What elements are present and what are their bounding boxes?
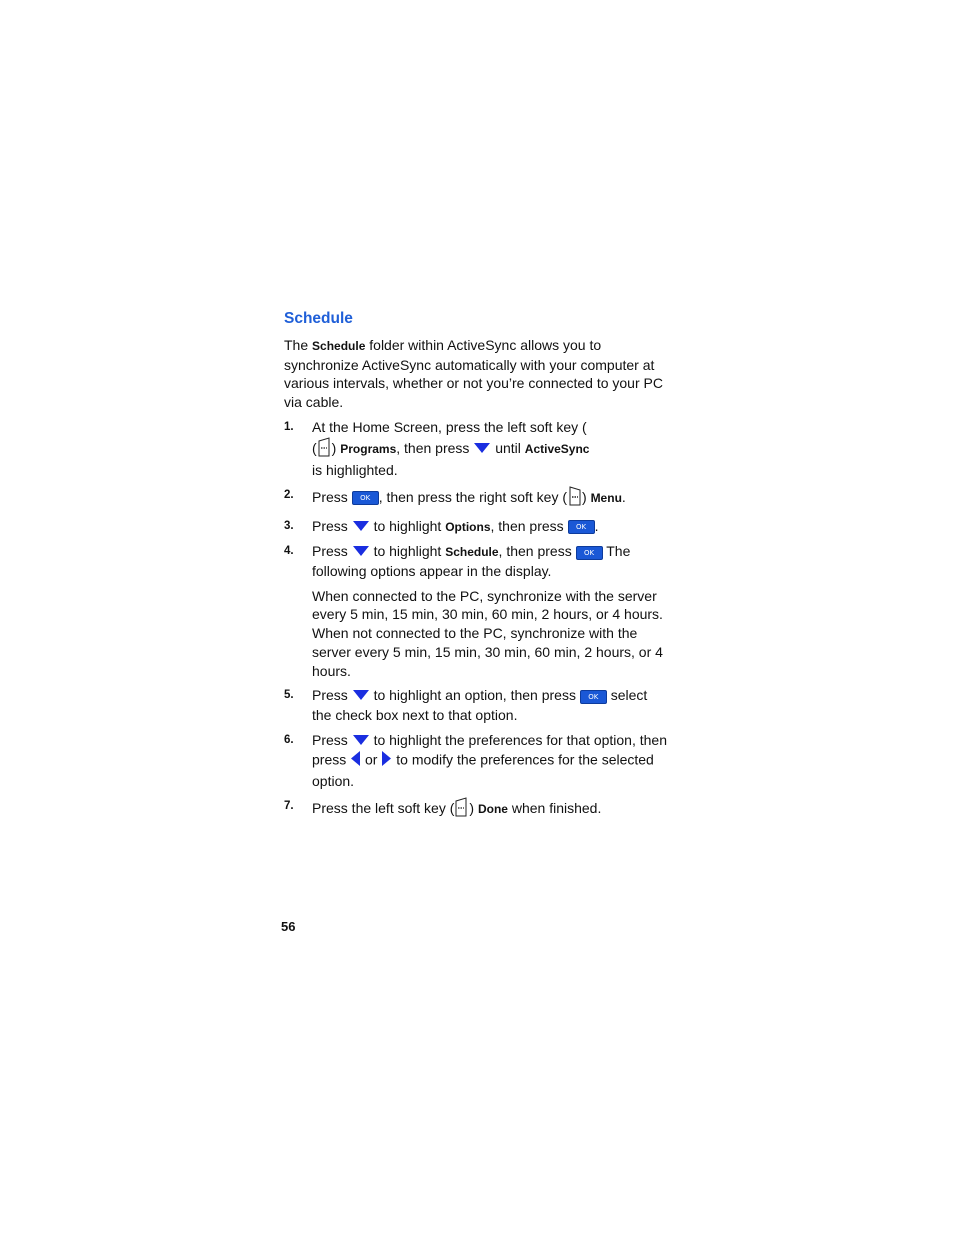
step-text: until — [491, 439, 525, 456]
step-text: . — [621, 488, 626, 505]
step-text: to highlight an option, then press — [369, 687, 580, 704]
step-bold: ActiveSync — [524, 441, 590, 456]
step-bold: Options — [445, 519, 491, 534]
step-text: The following options appear in the display. — [312, 543, 631, 580]
right-soft-key-icon — [567, 486, 582, 511]
section-title: Schedule — [284, 310, 353, 327]
step-text: ) — [469, 799, 478, 816]
down-arrow-icon — [352, 543, 370, 562]
step-text: At the Home Screen, press the left soft key ( — [312, 418, 587, 435]
intro-paragraph — [284, 336, 668, 412]
right-arrow-icon — [381, 750, 392, 772]
step-2 — [284, 486, 668, 511]
step-text: Press — [312, 543, 352, 560]
step-text: ) — [582, 488, 591, 505]
step-text: or — [361, 751, 382, 768]
left-arrow-icon — [350, 750, 361, 772]
step-1: 1. At the Home Screen, press the left soft key ( ( ) Programs, then press until ActiveSync is highlighted. — [284, 418, 590, 479]
step-text: Press — [312, 488, 352, 505]
step-text: . — [594, 517, 599, 534]
step-5 — [284, 686, 668, 724]
step-7 — [284, 797, 668, 822]
step-text: Press — [312, 517, 352, 534]
ok-key-icon: OK — [568, 520, 595, 534]
step-number: 7. — [284, 799, 294, 812]
step-text: ) — [331, 439, 341, 456]
step-text: is highlighted. — [312, 462, 398, 479]
step-text: to highlight — [369, 517, 446, 534]
step-text: to modify the preferences for the selected option. — [312, 751, 654, 789]
step-text: select the check box next to that option. — [312, 687, 648, 723]
intro-text: The — [284, 337, 313, 353]
step-text: Press the left soft key ( — [312, 799, 455, 816]
steps-list — [284, 418, 668, 822]
step-bold: Done — [477, 801, 508, 816]
step-number: 3. — [284, 519, 294, 532]
intro-bold: Schedule — [312, 339, 366, 353]
step-text: to highlight the preferences for that option, then press — [312, 731, 667, 768]
intro-text-rest: folder within ActiveSync allows you to synchronize ActiveSync automatically with your computer at various intervals, whether or not you’re connected to your PC via cable. — [284, 337, 663, 411]
step-bold: Programs — [340, 441, 397, 456]
left-soft-key-icon — [317, 437, 332, 462]
step-text: , then press — [498, 543, 576, 560]
down-arrow-icon — [352, 687, 370, 706]
down-arrow-icon — [352, 518, 370, 537]
step-text: , then press — [490, 517, 568, 534]
down-arrow-icon — [473, 440, 491, 459]
step-4-details: When connected to the PC, synchronize with the server every 5 min, 15 min, 30 min, 60 min, 2 hours, or 4 hours. When not connected to the PC, synchronize with the server every 5 min, 15 min, 30 min, 60 min, 2 hours, or 4 hours. — [312, 587, 663, 679]
step-4 — [284, 542, 668, 680]
ok-key-icon: OK — [352, 491, 379, 505]
down-arrow-icon — [352, 732, 370, 751]
page-number: 56 — [281, 919, 296, 934]
step-number: 5. — [284, 689, 294, 702]
page-content — [284, 308, 668, 821]
ok-key-icon: OK — [576, 546, 603, 560]
step-text: , then press — [396, 439, 474, 456]
step-bold: Menu — [590, 490, 622, 505]
ok-key-icon: OK — [580, 690, 607, 704]
step-text: Press — [312, 687, 352, 704]
step-number: 2. — [284, 488, 294, 501]
step-text: , then press the right soft key ( — [378, 488, 567, 505]
step-bold: Schedule — [445, 545, 499, 560]
step-text: when finished. — [507, 799, 602, 816]
step-text: Press — [312, 731, 352, 748]
step-3 — [284, 517, 668, 537]
step-number: 6. — [284, 733, 294, 746]
step-text: to highlight — [369, 543, 446, 560]
step-number: 4. — [284, 545, 294, 558]
left-soft-key-icon — [454, 797, 469, 822]
step-number: 1. — [284, 420, 294, 433]
step-6 — [284, 731, 668, 791]
